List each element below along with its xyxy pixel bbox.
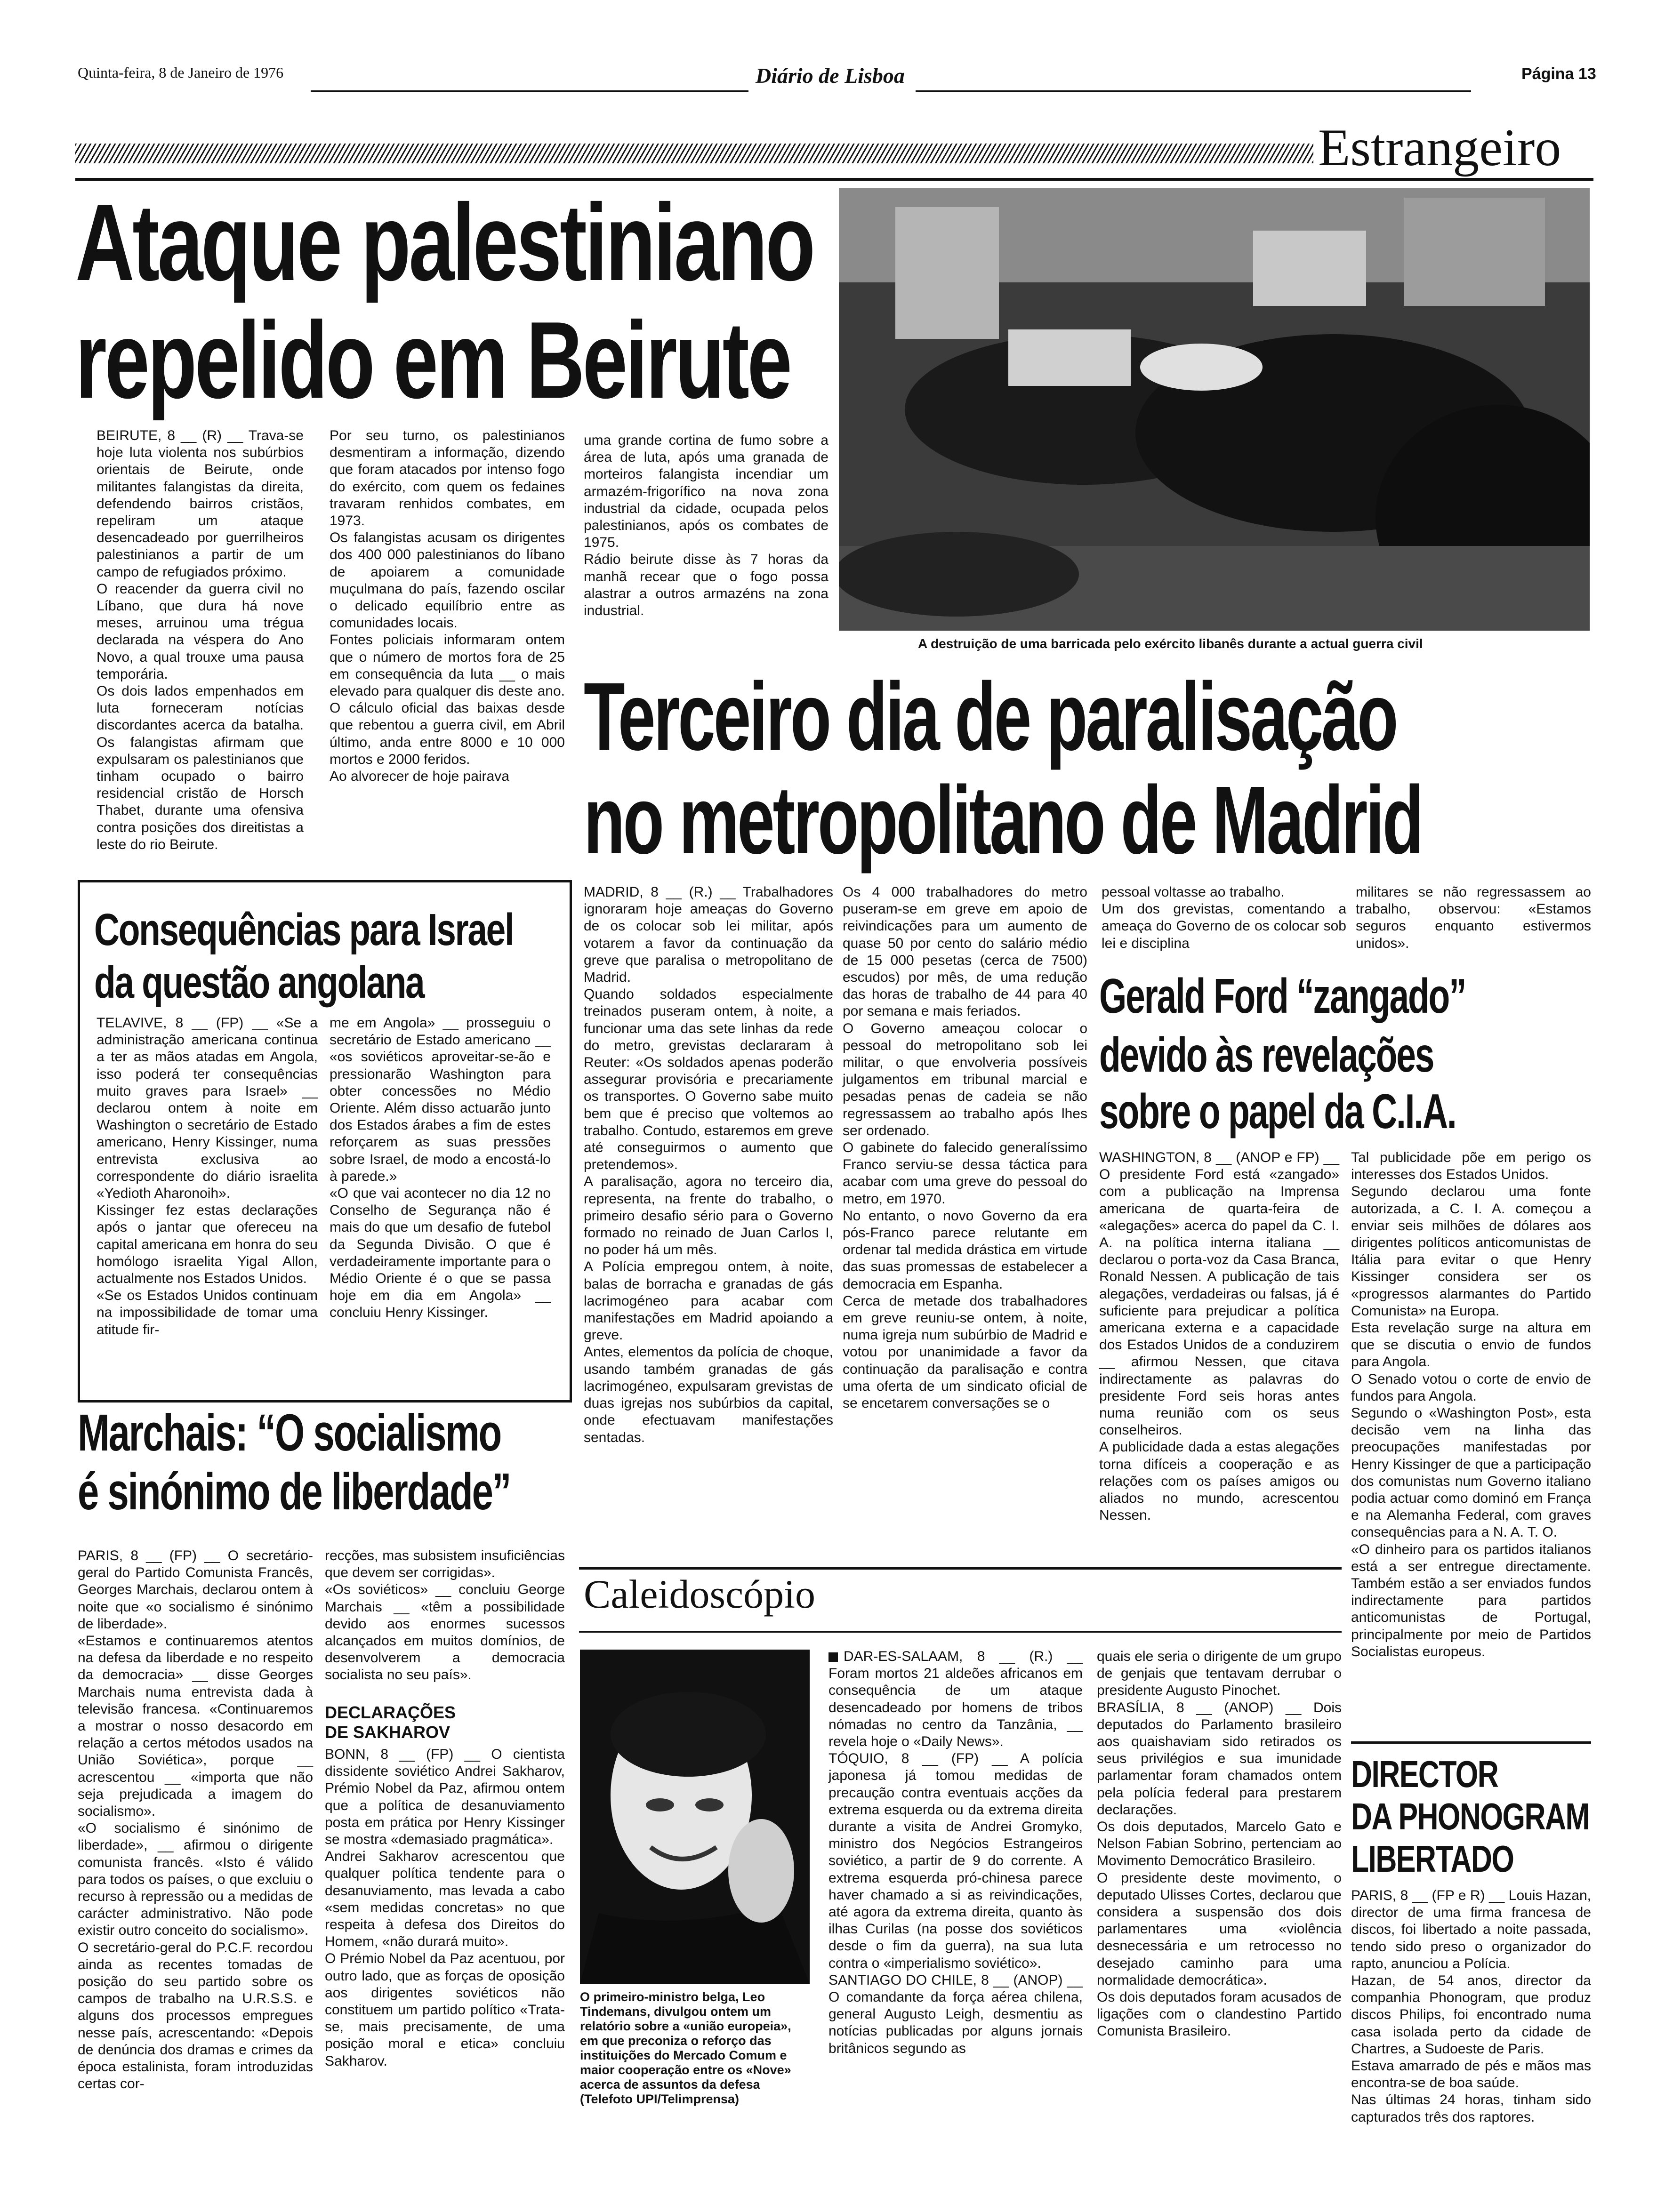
caleidoscopio-top-rule: [579, 1567, 1342, 1570]
sakharov-subheading-line2: DE SAKHAROV: [325, 1723, 450, 1742]
ford-headline-line2: devido às revelações: [1099, 1028, 1434, 1082]
bullet-icon: [828, 1652, 838, 1662]
ford-headline-line1: Gerald Ford “zangado”: [1099, 969, 1466, 1024]
sakharov-column: BONN, 8 __ (FP) __ O cientista dissidente soviético Andrei Sakharov, Prémio Nobel da Paz, afirmou ontem que a política de desanuviamento posta em prática por Henry Kissinger se mostra «demasiado pragmática». Andrei Sakharov acrescentou que qualquer política tendente para o desanuviamento, mas levada a cabo «sem medidas concretas» no que respeita à defesa dos Direitos do Homem, «não durará muito». O Prémio Nobel da Paz acentuou, por outro lado, que as forças de oposição aos dirigentes soviéticos não constituem um partido político «Trata-se, mais precisamente, de uma posição moral e etica» concluiu Sakharov.: [325, 1747, 565, 2069]
phonogram-headline-line3: LIBERTADO: [1351, 1838, 1514, 1880]
tindemans-photo: [580, 1650, 810, 1984]
ford-column-2: Tal publicidade põe em perigo os interesses dos Estados Unidos. Segundo declarou uma fonte autorizada, a C. I. A. começou a enviar seis milhões de dólares aos dirigentes políticos anticomunistas de Itália para evitar o que Henry Kissinger considera ser os «progressos alarmantes do Partido Comunista» na Europa. Esta revelação surge na altura em que se discutia o envio de fundos para Angola. O Senado votou o corte de envio de fundos para Angola. Segundo o «Washington Post», esta decisão vem na linha das preocupações manifestadas por Henry Kissinger de que a participação dos comunistas num Governo italiano podia actuar como dominó em França e na Alemanha Federal, com graves consequências para a N. A. T. O. «O dinheiro para os partidos italianos está a ser entregue directamente. Também estão a ser enviados fundos indirectamente para partidos anticomunistas de Portugal, principalmente por meio de Partidos Socialistas europeus.: [1351, 1150, 1591, 1659]
madrid-column-4: militares se não regressassem ao trabalho, observou: «Estamos seguros enquanto estivermos unidos».: [1356, 884, 1591, 951]
phonogram-headline-line2: DA PHONOGRAM: [1351, 1795, 1589, 1837]
phonogram-body: PARIS, 8 __ (FP e R) __ Louis Hazan, director de uma firma francesa de discos, foi libertado a noite passada, tendo sido preso o organizador do rapto, anunciou a Polícia. Hazan, de 54 anos, director da companhia Phonogram, que produz discos Philips, foi encontrado numa casa isolada perto da cidade de Chartres, a Sudoeste de Paris. Estava amarrado de pés e mãos mas encontra-se de boa saúde. Nas últimas 24 horas, tinham sido capturados três dos raptores.: [1351, 1888, 1591, 2125]
phonogram-top-rule: [1351, 1741, 1591, 1744]
israel-column-1: TELAVIVE, 8 __ (FP) __ «Se a administração americana continua a ter as mãos atadas em Angola, isso poderá ter consequências muito graves para Israel» __ declarou ontem à noite em Washington o secretário de Estado americano, Henry Kissinger, numa entrevista exclusiva ao correspondente do diário israelita «Yedioth Aharonoih». Kissinger fez estas declarações após o jantar que ofereceu na capital americana em honra do seu homólogo israelita Yigal Allon, actualmente nos Estados Unidos. «Se os Estados Unidos continuam na impossibilidade de tomar uma atitude fir-: [97, 1015, 318, 1338]
page-number: Página 13: [1521, 65, 1596, 83]
section-hatch-rule: [75, 144, 1313, 163]
caleidoscopio-title: Caleidoscópio: [584, 1571, 816, 1617]
phonogram-headline-line1: DIRECTOR: [1351, 1753, 1498, 1795]
beirute-barricade-photo: [839, 188, 1590, 631]
marchais-column-1: PARIS, 8 __ (FP) __ O secretário-geral do Partido Comunista Francês, Georges Marchais, declarou ontem à noite que «o socialismo é sinónimo de liberdade». «Estamos e continuaremos atentos na defesa da liberdade e no respeito da democracia» __ disse Georges Marchais numa entrevista dada à televisão francesa. «Continuaremos a mostrar o nosso desacordo em relação a certos métodos usados na União Soviética», porque __ acrescentou __ «importa que não seja prejudicada a imagem do socialismo». «O socialismo é sinónimo de liberdade», __ afirmou o dirigente comunista francês. «Isto é válido para todos os países, o que excluiu o recurso à repressão ou a medidas de carácter administrativo. Não pode existir outro conceito do socialismo». O secretário-geral do P.C.F. recordou ainda as recentes tomadas de posição do seu partido sobre os campos de trabalho na U.R.S.S. e alguns dos processos empregues nesse país, acrescentando: «Depois de denúncia dos dramas e crimes da época estalinista, foram introduzidas certas cor-: [78, 1548, 313, 2092]
marchais-column-2: recções, mas subsistem insuficiências que devem ser corrigidas». «Os soviéticos» __ concluiu George Marchais __ «têm a possibilidade devido aos enormes sucessos alcançados em muitos domínios, de desenvolverem a democracia socialista no seu país».: [325, 1548, 565, 1683]
masthead-rule-right: [916, 90, 1471, 92]
beirute-headline-line2: repelido em Beirute: [75, 299, 790, 421]
marchais-headline-line1: Marchais: “O socialismo: [78, 1404, 501, 1462]
beirute-headline-line1: Ataque palestiniano: [75, 182, 813, 304]
madrid-column-2: Os 4 000 trabalhadores do metro puseram-se em greve em apoio de reivindicações para um aumento de quase 50 por cento do salário médio de 15 000 pesetas (cerca de 7500) escudos) por mês, de uma redução das horas de trabalho de 44 para 40 por semana e mais feriados. O Governo ameaçou colocar o pessoal do metropolitano sob lei militar, o que envolveria possíveis julgamentos em tribunal marcial e pesadas penas de cadeia se não regressassem ao trabalho após lhes ser ordenado. O gabinete do falecido generalíssimo Franco serviu-se dessa táctica para acabar com uma greve do pessoal do metro, em 1970. No entanto, o novo Governo da era pós-Franco parece relutante em ordenar tal medida drástica em virtude das suas promessas de estabelecer a democracia em Espanha. Cerca de metade dos trabalhadores em greve reuniu-se ontem, à noite, numa igreja num subúrbio de Madrid e votou por unanimidade a favor da continuação da paralisação e contra uma oferta de um sindicato oficial de se encetarem conversações se o: [843, 884, 1087, 1411]
ford-column-1: WASHINGTON, 8 __ (ANOP e FP) __ O presidente Ford está «zangado» com a publicação na Imprensa americana de quarta-feira de «alegações» acerca do papel da C. I. A. na política interna italiana __ declarou o porta-voz da Casa Branca, Ronald Nessen. A publicação de tais alegações, verdadeiras ou falsas, já é suficiente para prejudicar a política americana externa e a capacidade dos Estados Unidos de a conduzirem __ afirmou Nessen, que citava indirectamente as palavras do presidente Ford seis horas antes numa reunião com os seus conselheiros. A publicidade dada a estas alegações torna difíceis a cooperação e as relações com os países amigos ou aliados no mundo, acrescentou Nessen.: [1099, 1150, 1339, 1523]
masthead-rule-left: [311, 90, 748, 92]
caleidoscopio-column-2: [828, 1648, 1083, 2194]
madrid-column-3: pessoal voltasse ao trabalho. Um dos grevistas, comentando a ameaça do Governo de os colocar sob lei e disciplina: [1102, 884, 1346, 951]
madrid-headline-line1: Terceiro dia de paralisação: [584, 663, 1397, 770]
beirute-photo-caption: A destruição de uma barricada pelo exército libanês durante a actual guerra civil: [918, 636, 1423, 651]
caleidoscopio-column-3: quais ele seria o dirigente de um grupo de genjais que tentavam derrubar o presidente Augusto Pinochet. BRASÍLIA, 8 __ (ANOP) __ Dois deputados do Parlamento brasileiro aos quaishaviam sido retirados os seus privilégios e sua imunidade parlamentar foram chamados ontem pela polícia federal para prestarem declarações. Os dois deputados, Marcelo Gato e Nelson Fabian Sobrino, pertenciam ao Movimento Democrático Brasileiro. O presidente deste movimento, o deputado Ulisses Cortes, declarou que considera a suspensão dos dois parlamentares uma «violência desnecessária e um retrocesso no desejado caminho para uma normalidade democrática». Os dois deputados foram acusados de ligações com o clandestino Partido Comunista Brasileiro.: [1097, 1649, 1342, 2039]
beirute-column-2: Por seu turno, os palestinianos desmentiram a informação, dizendo que foram atacados por intenso fogo do exército, com quem os fedaines travaram renhidos combates, em 1973. Os falangistas acusam os dirigentes dos 400 000 palestinianos do líbano de apoiarem a comunidade muçulmana do país, fazendo oscilar o delicado equilíbrio entre as comunidades locais. Fontes policiais informaram ontem que o número de mortos fora de 25 em consequência da luta __ o mais elevado para qualquer dis deste ano. O cálculo oficial das baixas desde que rebentou a guerra civil, em Abril último, anda entre 8000 e 10 000 mortos e 2000 feridos. Ao alvorecer de hoje pairava: [330, 428, 565, 785]
caleidoscopio-title-rule: [579, 1631, 1342, 1633]
masthead-paper-name: Diário de Lisboa: [756, 64, 905, 88]
caleidoscopio-briefs-1: DAR-ES-SALAAM, 8 __ (R.) __ Foram mortos 21 aldeões africanos em consequência de um ataque desencadeado por homens de tribos nómadas no centro da Tanzânia, __ revela hoje o «Daily News». TÓQUIO, 8 __ (FP) __ A polícia japonesa já tomou medidas de precaução contra eventuais acções da extrema esquerda ou da extrema direita durante a visita de Andrei Gromyko, ministro dos Negócios Estrangeiros soviético, a partir de 9 do corrente. A extrema esquerda pró-chinesa parece haver chamado a si as reivindicações, até agora da extrema direita, quanto às ilhas Curilas (na posse dos soviéticos desde o fim da guerra), na sua luta contra o «imperialismo soviético». SANTIAGO DO CHILE, 8 __ (ANOP) __ O comandante da força aérea chilena, general Augusto Leigh, desmentiu as notícias publicadas por alguns jornais britânicos segundo as: [828, 1649, 1083, 2056]
section-title: Estrangeiro: [1318, 119, 1561, 177]
ford-headline-line3: sobre o papel da C.I.A.: [1099, 1084, 1456, 1139]
israel-headline-line2: da questão angolana: [94, 957, 424, 1008]
section-underline: [75, 178, 1593, 181]
marchais-headline-line2: é sinónimo de liberdade”: [78, 1463, 511, 1521]
beirute-column-1: BEIRUTE, 8 __ (R) __ Trava-se hoje luta violenta nos subúrbios orientais de Beirute, onde militantes falangistas da direita, defendendo bairros cristãos, repeliram um ataque desencadeado por guerrilheiros palestinianos a partir de um campo de refugiados próximo. O reacender da guerra civil no Líbano, que dura há nove meses, arruinou uma trégua declarada na véspera do Ano Novo, a qual trouxe uma pausa temporária. Os dois lados empenhados em luta forneceram notícias discordantes acerca da batalha. Os falangistas afirmam que expulsaram os palestinianos que tinham ocupado o bairro residencial cristão de Horsch Thabet, durante uma ofensiva contra posições dos direitistas a leste do rio Beirute.: [97, 428, 304, 852]
madrid-headline-line2: no metropolitano de Madrid: [584, 766, 1422, 874]
madrid-column-1: MADRID, 8 __ (R.) __ Trabalhadores ignoraram hoje ameaças do Governo de os colocar sob lei militar, após votarem a favor da continuação da greve que paralisa o metropolitano de Madrid. Quando soldados especialmente treinados puseram ontem, à noite, a funcionar uma das sete linhas da rede do metro, grevistas declararam à Reuter: «Os soldados apenas poderão assegurar provisória e precariamente os transportes. O Governo sabe muito bem que é preciso que voltemos ao trabalho. Contudo, estaremos em greve até conseguirmos o aumento que pretendemos». A paralisação, agora no terceiro dia, representa, na frente do trabalho, o primeiro desafio sério para o Governo formado no reinado de Juan Carlos I, no poder há um mês. A Polícia empregou ontem, à noite, balas de borracha e granadas de gás lacrimogéneo para acabar com manifestações em Madrid apoiando a greve. Antes, elementos da polícia de choque, usando também granadas de gás lacrimogéneo, expulsaram grevistas de duas igrejas nos subúrbios da capital, onde efectuavam manifestações sentadas.: [584, 884, 833, 1445]
tindemans-photo-caption: O primeiro-ministro belga, Leo Tindemans, divulgou ontem um relatório sobre a «união europeia», em que preconiza o reforço das instituições do Mercado Comum e maior cooperação entre os «Nove» acerca de assuntos da defesa (Telefoto UPI/Telimprensa): [580, 1990, 791, 2106]
israel-headline-line1: Consequências para Israel: [94, 905, 514, 955]
israel-column-2: me em Angola» __ prosseguiu o secretário de Estado americano __ «os soviéticos aproveitar-se-ão e pressionarão Washington para obter concessões no Médio Oriente. Além disso actuarão junto dos Estados árabes a fim de estes reforçarem as suas pressões sobre Israel, de modo a encostá-lo à parede.» «O que vai acontecer no dia 12 no Conselho de Segurança não é mais do que um desafio de futebol da Segunda Divisão. O que é verdadeiramente importante para o Médio Oriente é o que se passa hoje em dia em Angola» __ concluiu Henry Kissinger.: [330, 1015, 551, 1321]
sakharov-subheading-line1: DECLARAÇÕES: [325, 1703, 456, 1722]
masthead-date: Quinta-feira, 8 de Janeiro de 1976: [78, 64, 284, 81]
beirute-column-3: uma grande cortina de fumo sobre a área de luta, após uma granada de morteiros falangista incendiar um armazém-frigorífico na nova zona industrial da cidade, ocupada pelos palestinianos, após os combates de 1975. Rádio beirute disse às 7 horas da manhã recear que o fogo possa alastrar a outros armazéns na zona industrial.: [584, 433, 828, 619]
